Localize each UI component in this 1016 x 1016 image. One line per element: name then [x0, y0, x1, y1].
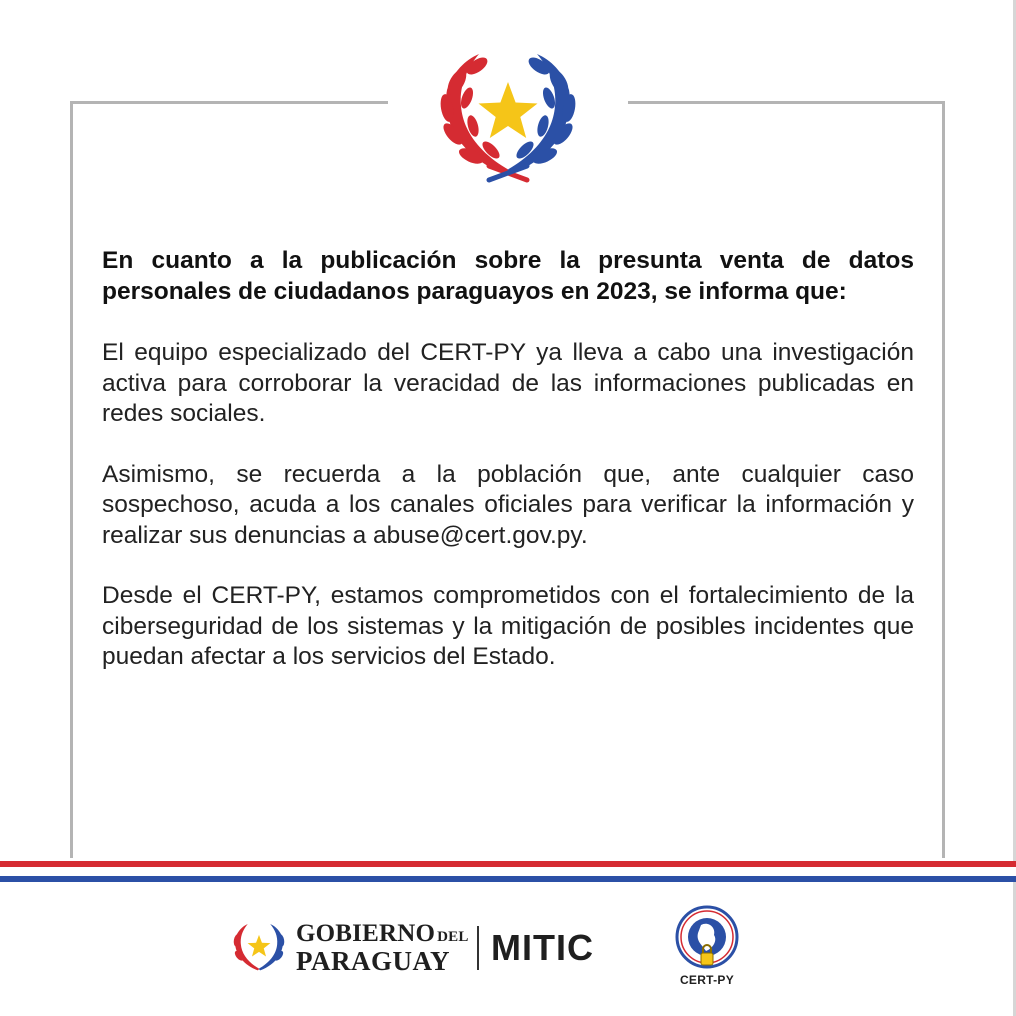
government-wordmark	[296, 920, 469, 976]
logo-divider	[477, 926, 479, 970]
gov-line1: GOBIERNO	[296, 920, 436, 947]
government-logo	[230, 918, 610, 978]
cert-py-logo	[668, 903, 746, 993]
seal-container	[388, 36, 628, 192]
cert-py-logo-icon	[668, 903, 746, 975]
gov-del: DEL	[437, 929, 469, 945]
frame-top-left	[70, 101, 388, 104]
frame-left	[70, 101, 73, 858]
statement-heading: En cuanto a la publicación sobre la presunta venta de datos personales de ciudadanos paraguayos en 2023, se informa que:	[102, 247, 914, 305]
frame-top-right	[628, 101, 945, 104]
statement-paragraph: El equipo especializado del CERT-PY ya lleva a cabo una investigación activa para corroborar la veracidad de las informaciones publicadas en redes sociales.	[102, 339, 914, 427]
frame-right	[942, 101, 945, 858]
cert-py-label: CERT-PY	[679, 973, 735, 987]
paraguay-mini-seal-icon	[230, 920, 288, 976]
statement-paragraph: Asimismo, se recuerda a la población que, ante cualquier caso sospechoso, acuda a los canales oficiales para verificar la información y realizar sus denuncias a abuse@cert.gov.py.	[102, 460, 914, 549]
paraguay-seal-icon	[433, 46, 583, 186]
flag-stripe-blue	[0, 876, 1016, 882]
statement-body	[102, 246, 914, 703]
statement-paragraph: Desde el CERT-PY, estamos comprometidos con el fortalecimiento de la ciberseguridad de los sistemas y la mitigación de posibles incidentes que puedan afectar a los servicios del Estado.	[102, 582, 914, 670]
flag-stripe-white	[0, 867, 1016, 876]
ministry-name: MITIC	[491, 927, 594, 968]
gov-line2: PARAGUAY	[296, 946, 451, 976]
